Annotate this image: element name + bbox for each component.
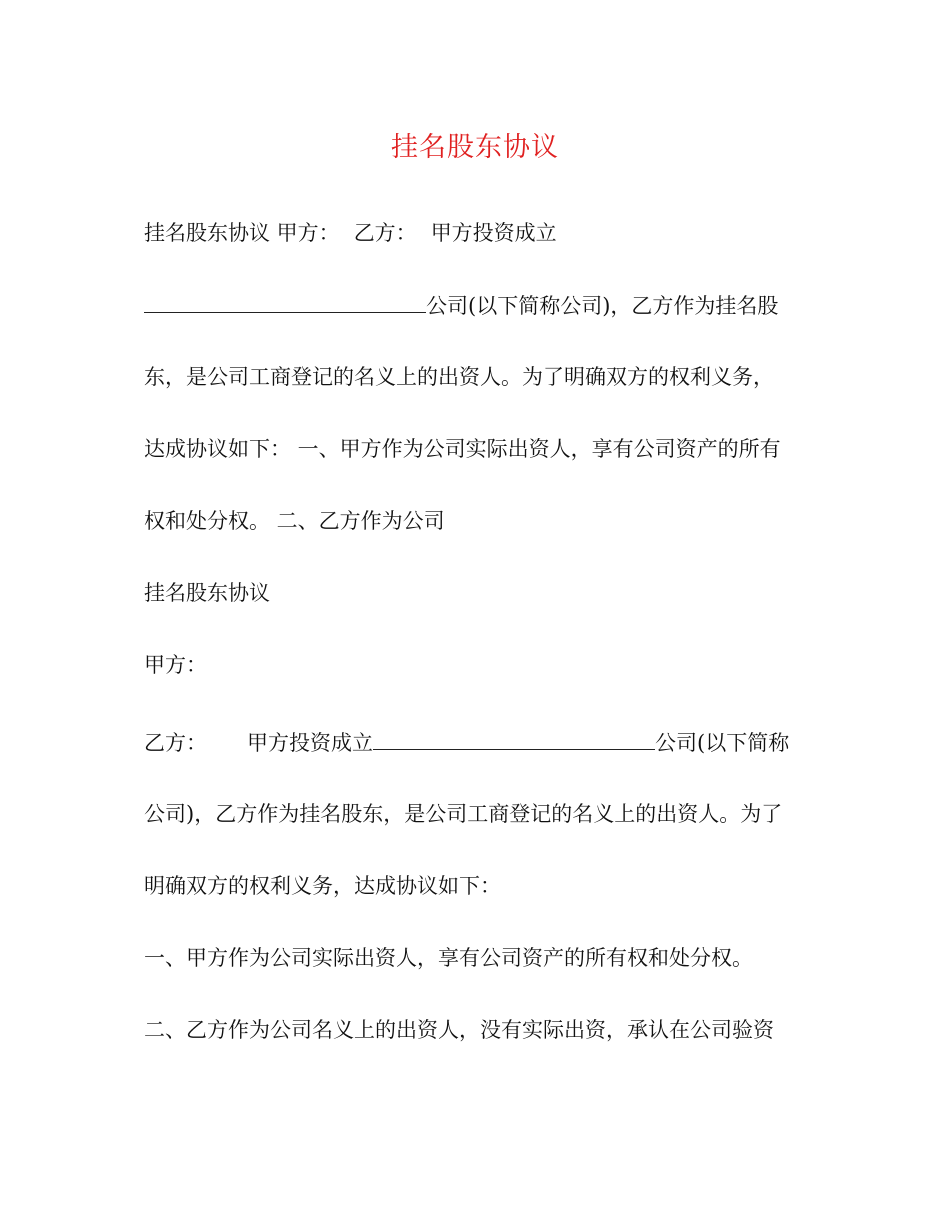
text-segment: 公司(以下简称 xyxy=(655,731,790,755)
paragraph-line-9: 公司)，乙方作为挂名股东，是公司工商登记的名义上的出资人。为了 xyxy=(144,802,783,826)
paragraph-line-12: 二、乙方作为公司名义上的出资人，没有实际出资，承认在公司验资 xyxy=(144,1018,774,1042)
document-title: 挂名股东协议 xyxy=(391,132,559,163)
paragraph-line-4: 达成协议如下： 一、甲方作为公司实际出资人，享有公司资产的所有 xyxy=(144,437,781,461)
paragraph-line-7: 甲方： xyxy=(144,653,207,677)
fill-in-blank xyxy=(373,727,655,750)
text-segment: 甲方投资成立 xyxy=(247,731,373,755)
fill-in-blank xyxy=(144,290,426,313)
paragraph-line-11: 一、甲方作为公司实际出资人，享有公司资产的所有权和处分权。 xyxy=(144,946,753,970)
text-segment: 挂名股东协议 甲方： xyxy=(144,221,340,245)
text-segment: 乙方： xyxy=(353,221,417,245)
paragraph-line-10: 明确双方的权利义务，达成协议如下： xyxy=(144,874,501,898)
text-segment: 乙方： xyxy=(144,731,207,755)
paragraph-line-8 xyxy=(144,727,789,758)
paragraph-line-2 xyxy=(144,290,778,321)
paragraph-line-6: 挂名股东协议 xyxy=(144,581,270,605)
text-segment: 甲方投资成立 xyxy=(430,221,557,245)
paragraph-line-1 xyxy=(144,218,557,248)
paragraph-line-5: 权和处分权。 二、乙方作为公司 xyxy=(144,509,445,533)
text-segment: 公司(以下简称公司)，乙方作为挂名股 xyxy=(426,294,779,318)
paragraph-line-3: 东，是公司工商登记的名义上的出资人。为了明确双方的权利义务， xyxy=(144,365,774,389)
